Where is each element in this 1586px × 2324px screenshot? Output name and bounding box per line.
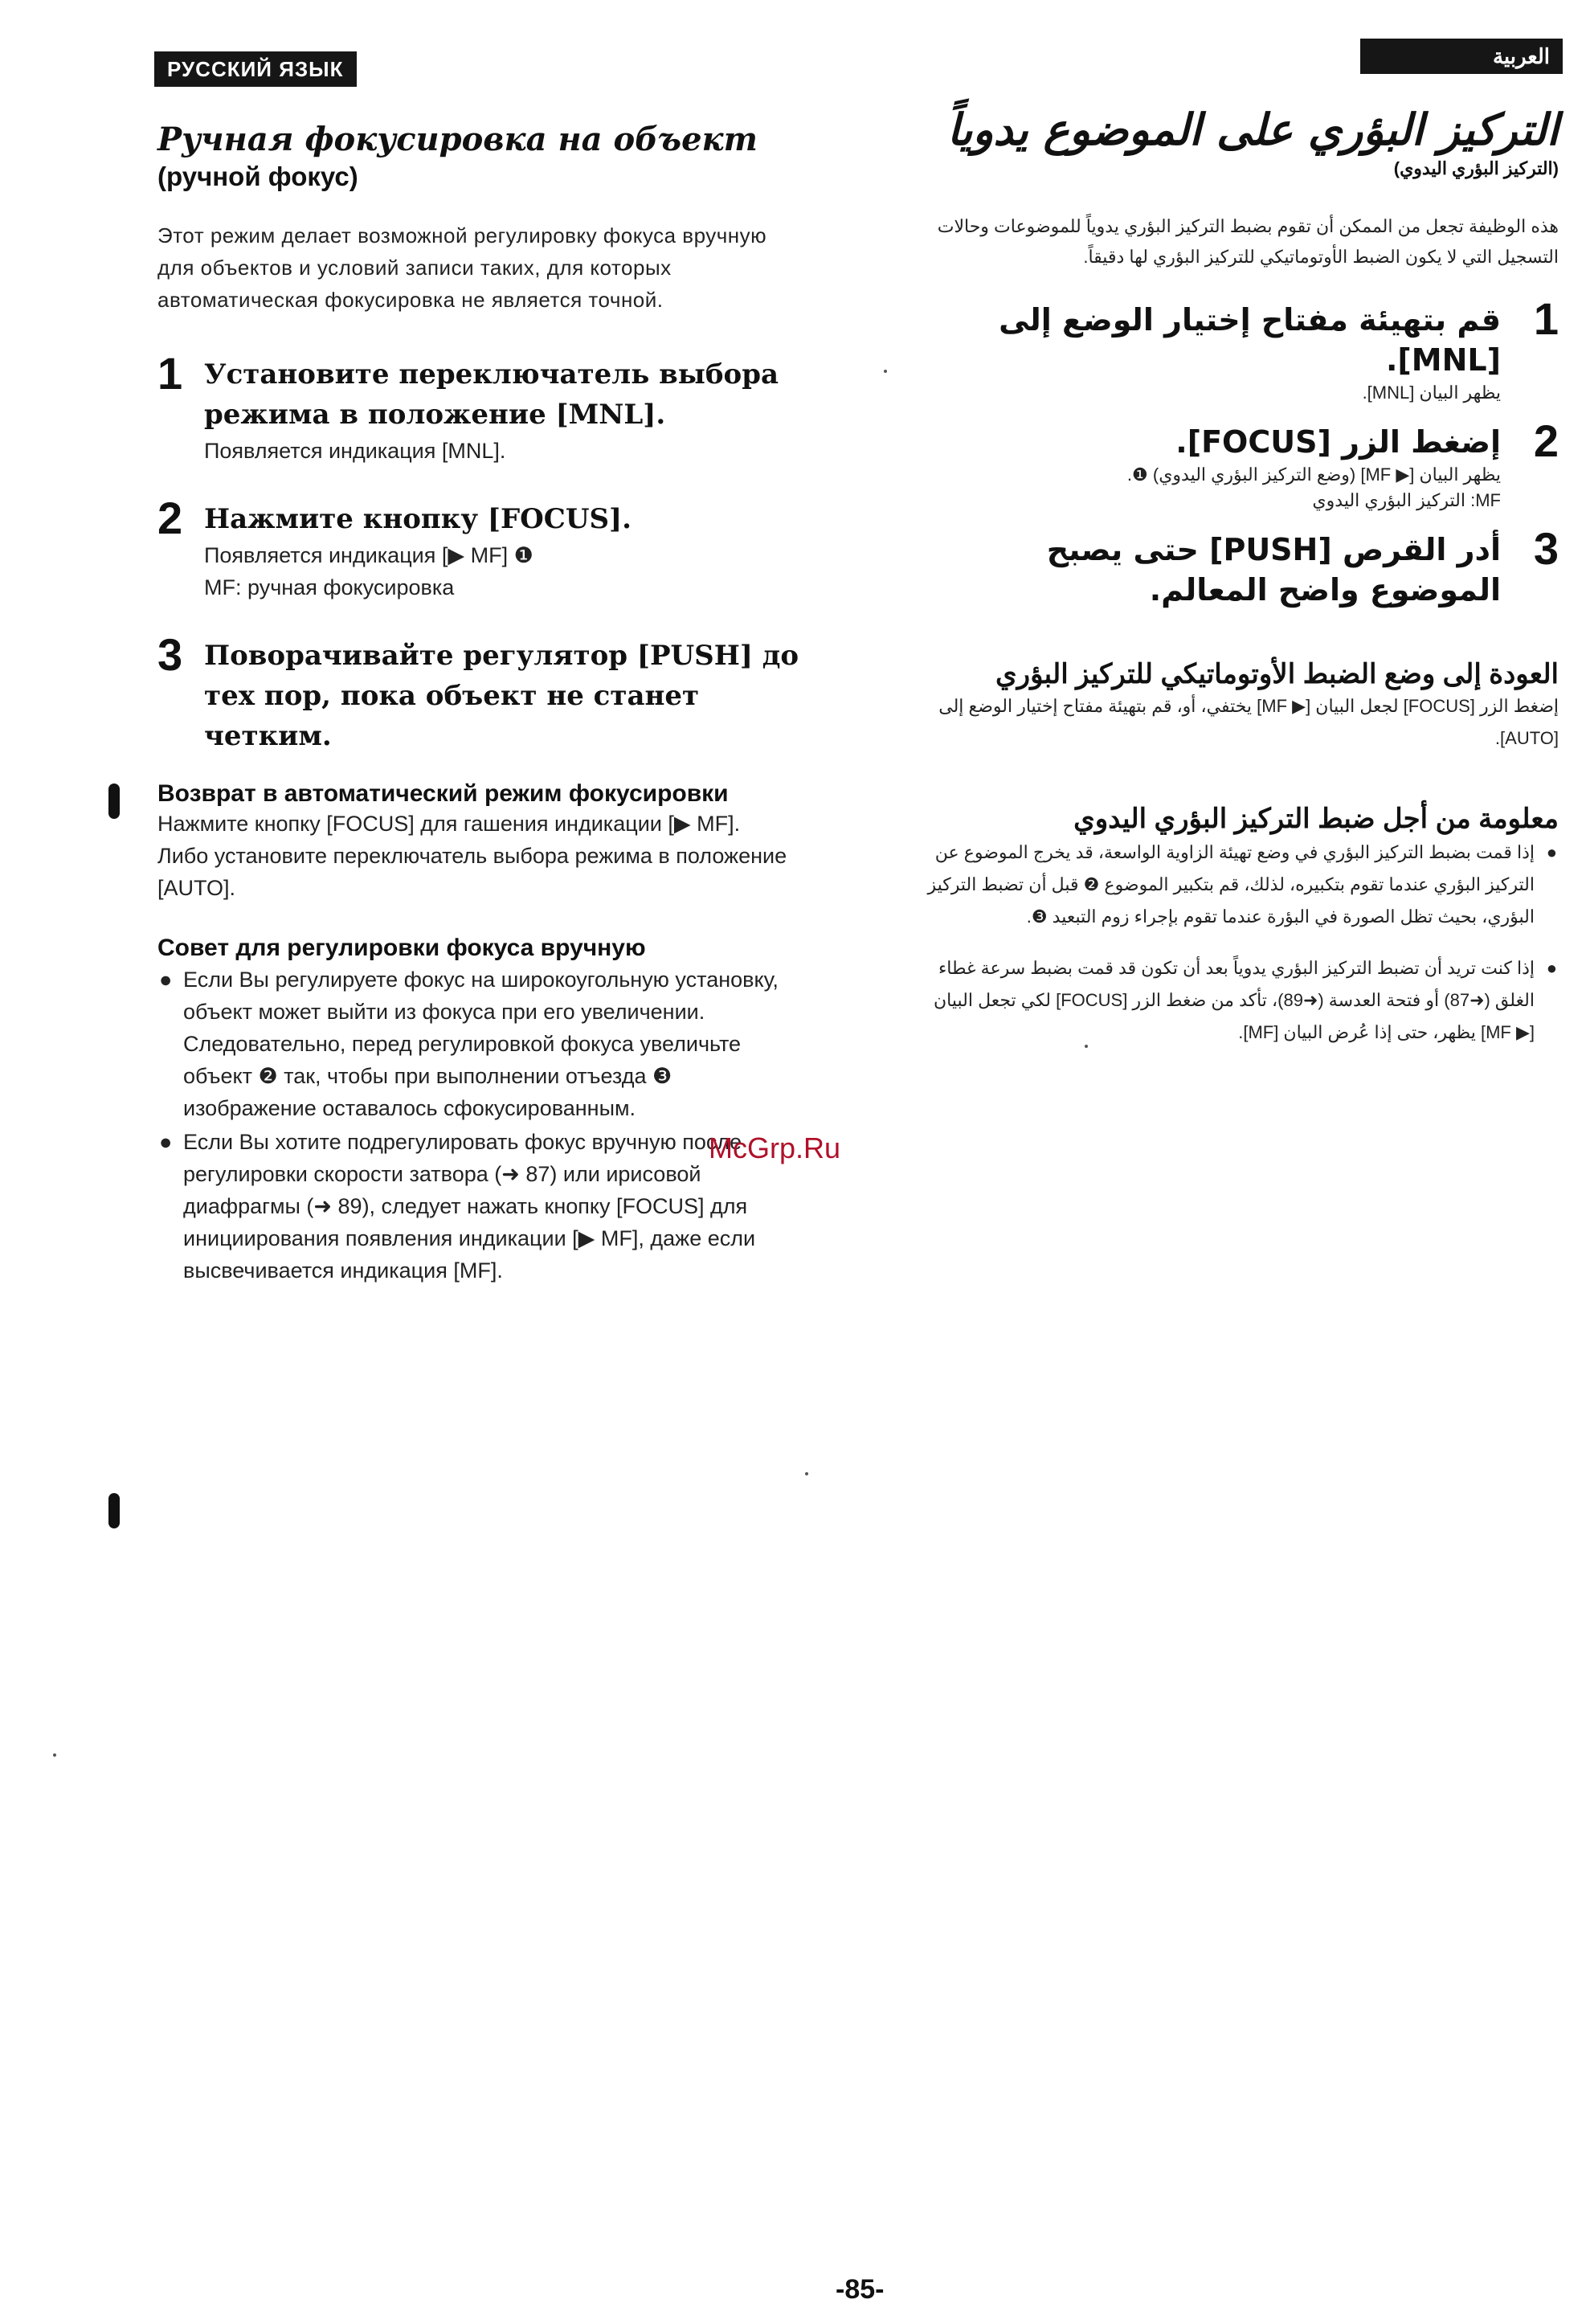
step-instruction: Установите переключатель выбора режима в положение [MNL].: [204, 358, 779, 431]
tip-item: [916, 952, 1559, 1049]
section-title-return-auto: Возврат в автоматический режим фокусировки: [157, 780, 729, 807]
step-note: يظهر البيان [▶ MF] (وضع التركيز البؤري اليدوي) ❶.: [1126, 464, 1501, 485]
watermark: McGrp.Ru: [709, 1131, 841, 1164]
step-note: MF: التركيز البؤري اليدوي: [1312, 490, 1501, 510]
step-instruction: Нажмите кнопку [FOCUS].: [204, 503, 632, 535]
step-number: 1: [157, 348, 183, 399]
step-note: Появляется индикация [▶ MF] ❶: [204, 543, 533, 567]
tip-text: Если Вы хотите подрегулировать фокус вручную после регулировки скорости затвора (➜ 87) или ирисовой диафрагмы (➜ 89), следует нажать кнопку [FOCUS] для инициирования появления индикации [▶ MF], даже если высвечивается индикация [MF].: [183, 1130, 756, 1283]
tip-item: [157, 964, 794, 1124]
language-tab-arabic: العربية: [1360, 39, 1563, 74]
page-title: التركيز البؤري على الموضوع يدوياً: [946, 104, 1559, 155]
step-number: 2: [1533, 415, 1559, 466]
step-number: 1: [1533, 293, 1559, 344]
step-instruction: Поворачивайте регулятор [PUSH] до тех пор, пока объект не станет четким.: [204, 640, 799, 752]
intro-paragraph: Этот режим делает возможной регулировку фокуса вручную для объектов и условий записи таких, для которых автоматическая фокусировка не является точной.: [157, 223, 767, 312]
step-instruction: إضغط الزر [FOCUS].: [1175, 424, 1501, 460]
step-3: [916, 523, 1559, 610]
scan-speck: [884, 370, 887, 373]
page-subtitle: (التركيز البؤري اليدوي): [1393, 158, 1559, 178]
step-3: [157, 629, 840, 756]
page-subtitle: (ручной фокус): [157, 162, 358, 191]
scan-speck: [1085, 1045, 1088, 1048]
step-1: [157, 348, 840, 467]
language-tab-russian: РУССКИЙ ЯЗЫК: [154, 51, 357, 87]
scan-speck: [53, 1753, 56, 1757]
binding-mark: [108, 784, 120, 819]
page-number: -85-: [836, 2274, 885, 2305]
tip-text: إذا قمت بضبط التركيز البؤري في وضع تهيئة الزاوية الواسعة، قد يخرج الموضوع عن التركيز البؤري عندما تقوم بتكبيره، لذلك، قم بتكبير الموضوع ❷ قبل أن تضبط التركيز البؤري، بحيث تظل الصورة في البؤرة عندما تقوم بإجراء زوم التبعيد ❸.: [927, 842, 1535, 927]
bullet-icon: ●: [1546, 842, 1557, 862]
binding-mark: [108, 1493, 120, 1528]
bullet-icon: ●: [159, 1130, 173, 1154]
tip-item: [916, 837, 1559, 933]
step-note: MF: ручная фокусировка: [204, 575, 455, 599]
tip-text: Если Вы регулируете фокус на широкоугольную установку, объект может выйти из фокуса при его увеличении. Следовательно, перед регулировкой фокуса увеличьте объект ❷ так, чтобы при выполнении отъезда ❸ изображение оставалось сфокусированным.: [183, 968, 779, 1120]
russian-column: [157, 121, 840, 1287]
scan-speck: [805, 1472, 808, 1475]
step-number: 2: [157, 493, 183, 543]
step-1: [916, 293, 1559, 406]
step-number: 3: [1533, 523, 1559, 574]
section-body-return-auto: إضغط الزر [FOCUS] لجعل البيان [▶ MF] يختفي، أو، قم بتهيئة مفتاح إختيار الوضع إلى [AUTO].: [938, 696, 1559, 748]
step-2: [916, 415, 1559, 513]
section-title-tip: Совет для регулировки фокуса вручную: [157, 935, 646, 961]
section-title-tip: معلومة من أجل ضبط التركيز البؤري اليدوي: [1073, 804, 1559, 834]
step-note: يظهر البيان [MNL].: [1362, 383, 1501, 403]
section-body-return-auto: Нажмите кнопку [FOCUS] для гашения индикации [▶ MF]. Либо установите переключатель выбора режима в положение [AUTO].: [157, 812, 787, 900]
section-title-return-auto: العودة إلى وضع الضبط الأوتوماتيكي للتركيز البؤري: [995, 659, 1559, 689]
step-number: 3: [157, 629, 183, 680]
step-note: Появляется индикация [MNL].: [204, 439, 506, 463]
step-2: [157, 493, 840, 604]
arabic-column: [916, 104, 1559, 1049]
bullet-icon: ●: [159, 968, 173, 992]
step-instruction: قم بتهيئة مفتاح إختيار الوضع إلى [MNL].: [999, 302, 1501, 378]
bullet-icon: ●: [1546, 958, 1557, 978]
intro-paragraph: هذه الوظيفة تجعل من الممكن أن تقوم بضبط التركيز البؤري يدوياً للموضوعات وحالات التسجيل التي لا يكون الضبط الأوتوماتيكي للتركيز البؤري لها دقيقاً.: [937, 216, 1559, 267]
step-instruction: أدر القرص [PUSH] حتى يصبح الموضوع واضح المعالم.: [1046, 532, 1501, 608]
page-title: Ручная фокусировка на объект: [157, 121, 758, 158]
tip-text: إذا كنت تريد أن تضبط التركيز البؤري يدوياً بعد أن تكون قد قمت بضبط سرعة غطاء الغلق (➜87) أو فتحة العدسة (➜89)، تأكد من ضغط الزر [FOCUS] لكي تجعل البيان [▶ MF] يظهر، حتى إذا عُرض البيان [MF].: [934, 958, 1535, 1042]
